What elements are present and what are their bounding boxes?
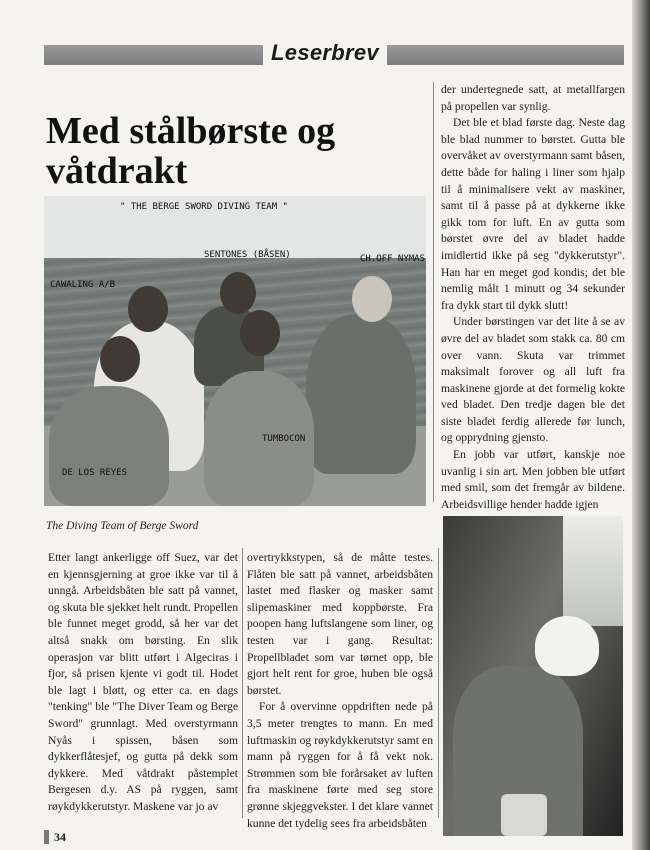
paragraph: For å overvinne oppdriften nede på 3,5 meter trengtes to mann. En med luftmaskin og røykdykkerutstyr samt en mann på ryggen for å få vekt nok. Strømmen som ble forårsaket av luften fra maskinene førte med seg store grønne skjeggvekster. I det klare vannet kunne det tydelig sees fra arbeidsbåten [247,700,433,830]
bucket-object [501,794,547,836]
person-head [240,310,280,356]
article-column-middle [247,550,433,832]
person-figure [306,314,416,474]
paragraph: En jobb var utført, kanskje noe uvanlig i sin art. Men jobben ble utført med smil, som det fremgår av bildene. Arbeidsvillige hender hadde igjen [441,448,625,511]
diving-team-photo [44,196,426,506]
person-head [128,286,168,332]
paragraph: overtrykkstypen, så de måtte testes. Flåten ble satt på vannet, arbeidsbåten lastet med flasker og masker samt slipemaskiner med koppbørste. Fra poopen hang luftslangene som liner, og testen var i gang. Resultat: Propellbladet som var tørnet opp, ble gjort helt rent for groe, huben ble også børstet. [247,551,433,697]
photo-sky [563,516,623,626]
page-edge-shadow [632,0,650,850]
section-title: Leserbrev [263,40,387,65]
photo-label-delosreyes: DE LOS REYES [62,468,128,478]
photo-label-cawaling: CAWALING A/B [50,280,116,290]
person-head [220,272,256,314]
worker-cap [535,616,599,676]
page-number: 34 [54,830,66,844]
paragraph: Det ble et blad første dag. Neste dag ble blad nummer to børstet. Gutta ble overvåket av overstyrmann samt båsen, dette både for haling i liner som hjalp til å minimalisere vekt av maskiner, samt til å passe på at dykkerne ikke gikk tom for luft. En av gutta som børstet øvre del av bladet hadde imidlertid ikke på seg "dykkerutstyr". Han har en meget god kondis; det ble nemlig målt 1 minutt og 34 sekunder fra dykk start til dykk slutt! [441,116,625,312]
article-column-left [48,550,238,816]
photo-label-chief: CH.OFF NYMAS [360,254,426,264]
photo-label-sentones: SENTONES (BÅSEN) [204,250,291,260]
section-header [0,40,650,66]
person-head [352,276,392,322]
article-column-right [441,82,625,513]
article-headline: Med stålbørste og våtdrakt [46,110,336,193]
photo-label-tumbocon: TUMBOCON [262,434,306,444]
propeller-work-photo [443,516,623,836]
photo-caption: The Diving Team of Berge Sword [46,520,199,532]
paragraph: Etter langt ankerligge off Suez, var det en kjennsgjerning at groe ikke var til å unngå. Arbeidsbåten ble satt på vannet, og skuta ble sjekket helt rundt. Propellen ble funnet meget grodd, så her var det altså snakk om børsting. En slik operasjon var blitt utført i Algeciras i fjor, så prisen kjente vi godt til. Hodet ble lagt i bløtt, og etter ca. en dags "tenking" ble "The Diver Team og Berge Sword" grunnlagt. Med overstyrmann Nyås i spissen, båsen som dykkerflåtesjef, og gutta på dekk som dykkere. Med våtdrakt påstemplet Bergesen d.y. AS på ryggen, samt røykdykkerutstyr. Maskene var jo av [48,551,238,813]
person-head [100,336,140,382]
footer-marker [44,830,49,844]
column-divider [438,548,439,818]
column-divider [242,548,243,818]
photo-label-team: " THE BERGE SWORD DIVING TEAM " [120,202,288,212]
person-figure [49,386,169,506]
column-divider [433,82,434,502]
paragraph: Under børstingen var det lite å se av øvre del av bladet som stakk ca. 80 cm over vann. Skuta var trimmet maksimalt forover og all luft fra maskinene gjorde at det formelig kokte ved bladet. Den tredje dagen ble det siste bladet ferdig allerede før lunch, og opprydning gjensto. [441,315,625,445]
paragraph: der undertegnede satt, at metallfargen på propellen var synlig. [441,83,625,113]
